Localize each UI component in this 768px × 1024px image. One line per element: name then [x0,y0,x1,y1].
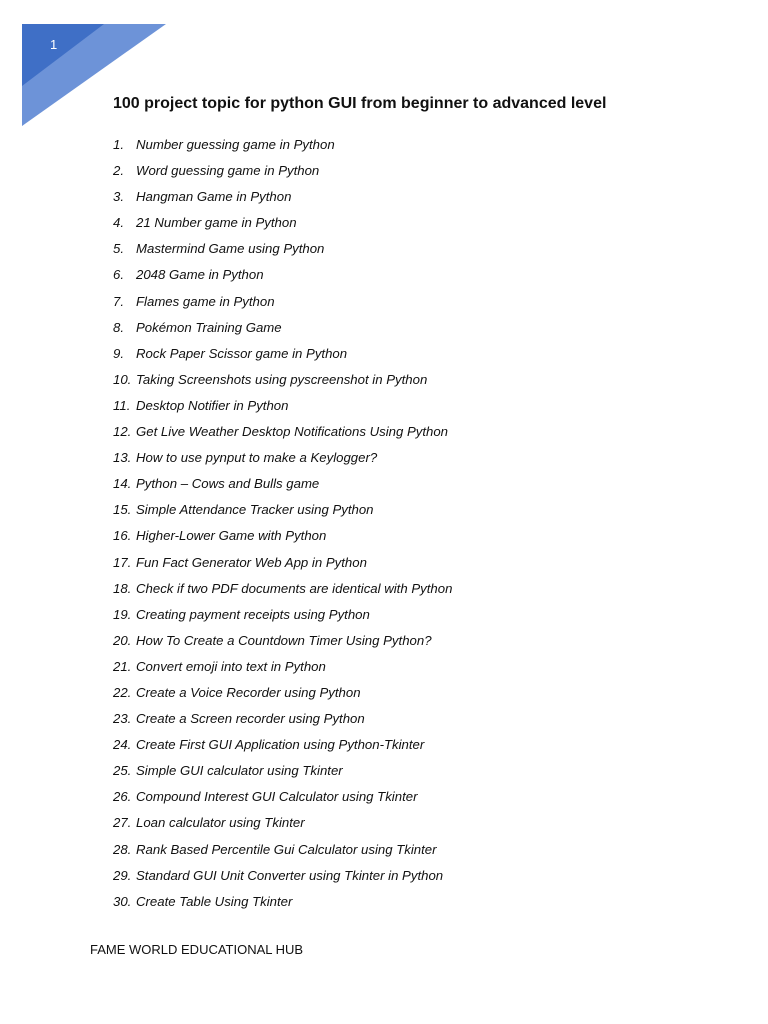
list-item [113,735,452,761]
list-item [113,239,452,265]
list-item-text: Convert emoji into text in Python [136,658,326,674]
list-item [113,657,452,683]
list-item [113,292,452,318]
list-item [113,866,452,892]
list-item-number: 11. [113,397,131,413]
list-item [113,500,452,526]
list-item-text: Python – Cows and Bulls game [136,476,320,492]
list-item-number: 29. [113,867,132,883]
list-item-text: Rock Paper Scissor game in Python [136,345,348,361]
list-item-text: Create a Screen recorder using Python [136,711,365,727]
list-item-text: Number guessing game in Python [136,137,335,152]
list-item [113,422,452,448]
list-item-number: 18. [113,580,132,596]
list-item-text: 21 Number game in Python [136,215,297,231]
list-item [113,265,452,291]
list-item [113,213,452,239]
list-item-number: 20. [113,632,132,648]
page-title: 100 project topic for python GUI from beginner to advanced level [113,95,607,112]
list-item-number: 19. [113,606,132,622]
list-item-text: 2048 Game in Python [136,267,264,283]
list-item-number: 13. [113,450,132,466]
list-item-number: 27. [113,815,132,831]
list-item-text: Mastermind Game using Python [136,241,325,257]
list-item [113,135,452,161]
list-item-text: Word guessing game in Python [136,163,320,179]
list-item-number: 12. [113,424,132,440]
list-item-text: Higher-Lower Game with Python [136,528,327,544]
list-item-number: 7. [113,293,124,309]
list-item-number: 21. [113,658,132,674]
footer-text: FAME WORLD EDUCATIONAL HUB [90,942,304,957]
list-item [113,761,452,787]
list-item [113,787,452,813]
list-item-text: Taking Screenshots using pyscreenshot in Python [136,371,428,387]
list-item [113,370,452,396]
list-item [113,187,452,213]
list-item-number: 22. [113,684,132,700]
corner-decoration [0,0,200,140]
list-item-number: 10. [113,371,132,387]
list-item-text: Get Live Weather Desktop Notifications Using Python [136,424,449,440]
list-item [113,344,452,370]
list-item-number: 2. [113,163,124,179]
list-item-number: 9. [113,345,124,361]
list-item [113,526,452,552]
list-item [113,161,452,187]
list-item [113,318,452,344]
list-item-number: 17. [113,554,132,570]
list-item-text: Creating payment receipts using Python [136,606,370,622]
list-item-text: Loan calculator using Tkinter [136,815,305,831]
list-item [113,605,452,631]
list-item-number: 23. [113,711,132,727]
list-item-text: Fun Fact Generator Web App in Python [136,554,367,570]
topic-list [113,135,452,918]
list-item-text: Simple Attendance Tracker using Python [136,502,374,518]
list-item-number: 28. [113,841,132,857]
list-item-number: 15. [113,502,132,518]
list-item-text: Standard GUI Unit Converter using Tkinter in Python [136,867,444,883]
list-item [113,892,452,918]
list-item-number: 5. [113,241,124,257]
list-item-number: 30. [113,893,132,909]
list-item [113,448,452,474]
list-item-number: 4. [113,215,124,231]
list-item [113,709,452,735]
list-item-number: 8. [113,319,124,335]
page-number: 1 [50,37,58,52]
list-item-number: 1. [113,137,124,152]
list-item-number: 25. [113,763,132,779]
list-item-text: Flames game in Python [136,293,275,309]
list-item-text: Simple GUI calculator using Tkinter [136,763,343,779]
list-item [113,813,452,839]
list-item-number: 14. [113,476,132,492]
list-item [113,474,452,500]
list-item-text: Create Table Using Tkinter [136,893,293,909]
list-item-number: 3. [113,189,124,205]
list-item-text: Desktop Notifier in Python [136,397,289,413]
list-item [113,553,452,579]
list-item-text: Create First GUI Application using Python-Tkinter [136,737,425,753]
list-item-text: How to use pynput to make a Keylogger? [136,450,378,466]
list-item-text: Pokémon Training Game [136,319,282,335]
list-item-text: Create a Voice Recorder using Python [136,684,361,700]
list-item-number: 16. [113,528,132,544]
list-item-number: 26. [113,789,132,805]
list-item [113,579,452,605]
list-item-text: Check if two PDF documents are identical with Python [136,580,453,596]
list-item [113,631,452,657]
list-item-text: Rank Based Percentile Gui Calculator using Tkinter [136,841,437,857]
list-item [113,396,452,422]
list-item-number: 6. [113,267,124,283]
list-item-text: Compound Interest GUI Calculator using Tkinter [136,789,418,805]
list-item-number: 24. [113,737,132,753]
list-item-text: Hangman Game in Python [136,189,292,205]
list-item [113,683,452,709]
list-item-text: How To Create a Countdown Timer Using Python? [136,632,432,648]
list-item [113,840,452,866]
